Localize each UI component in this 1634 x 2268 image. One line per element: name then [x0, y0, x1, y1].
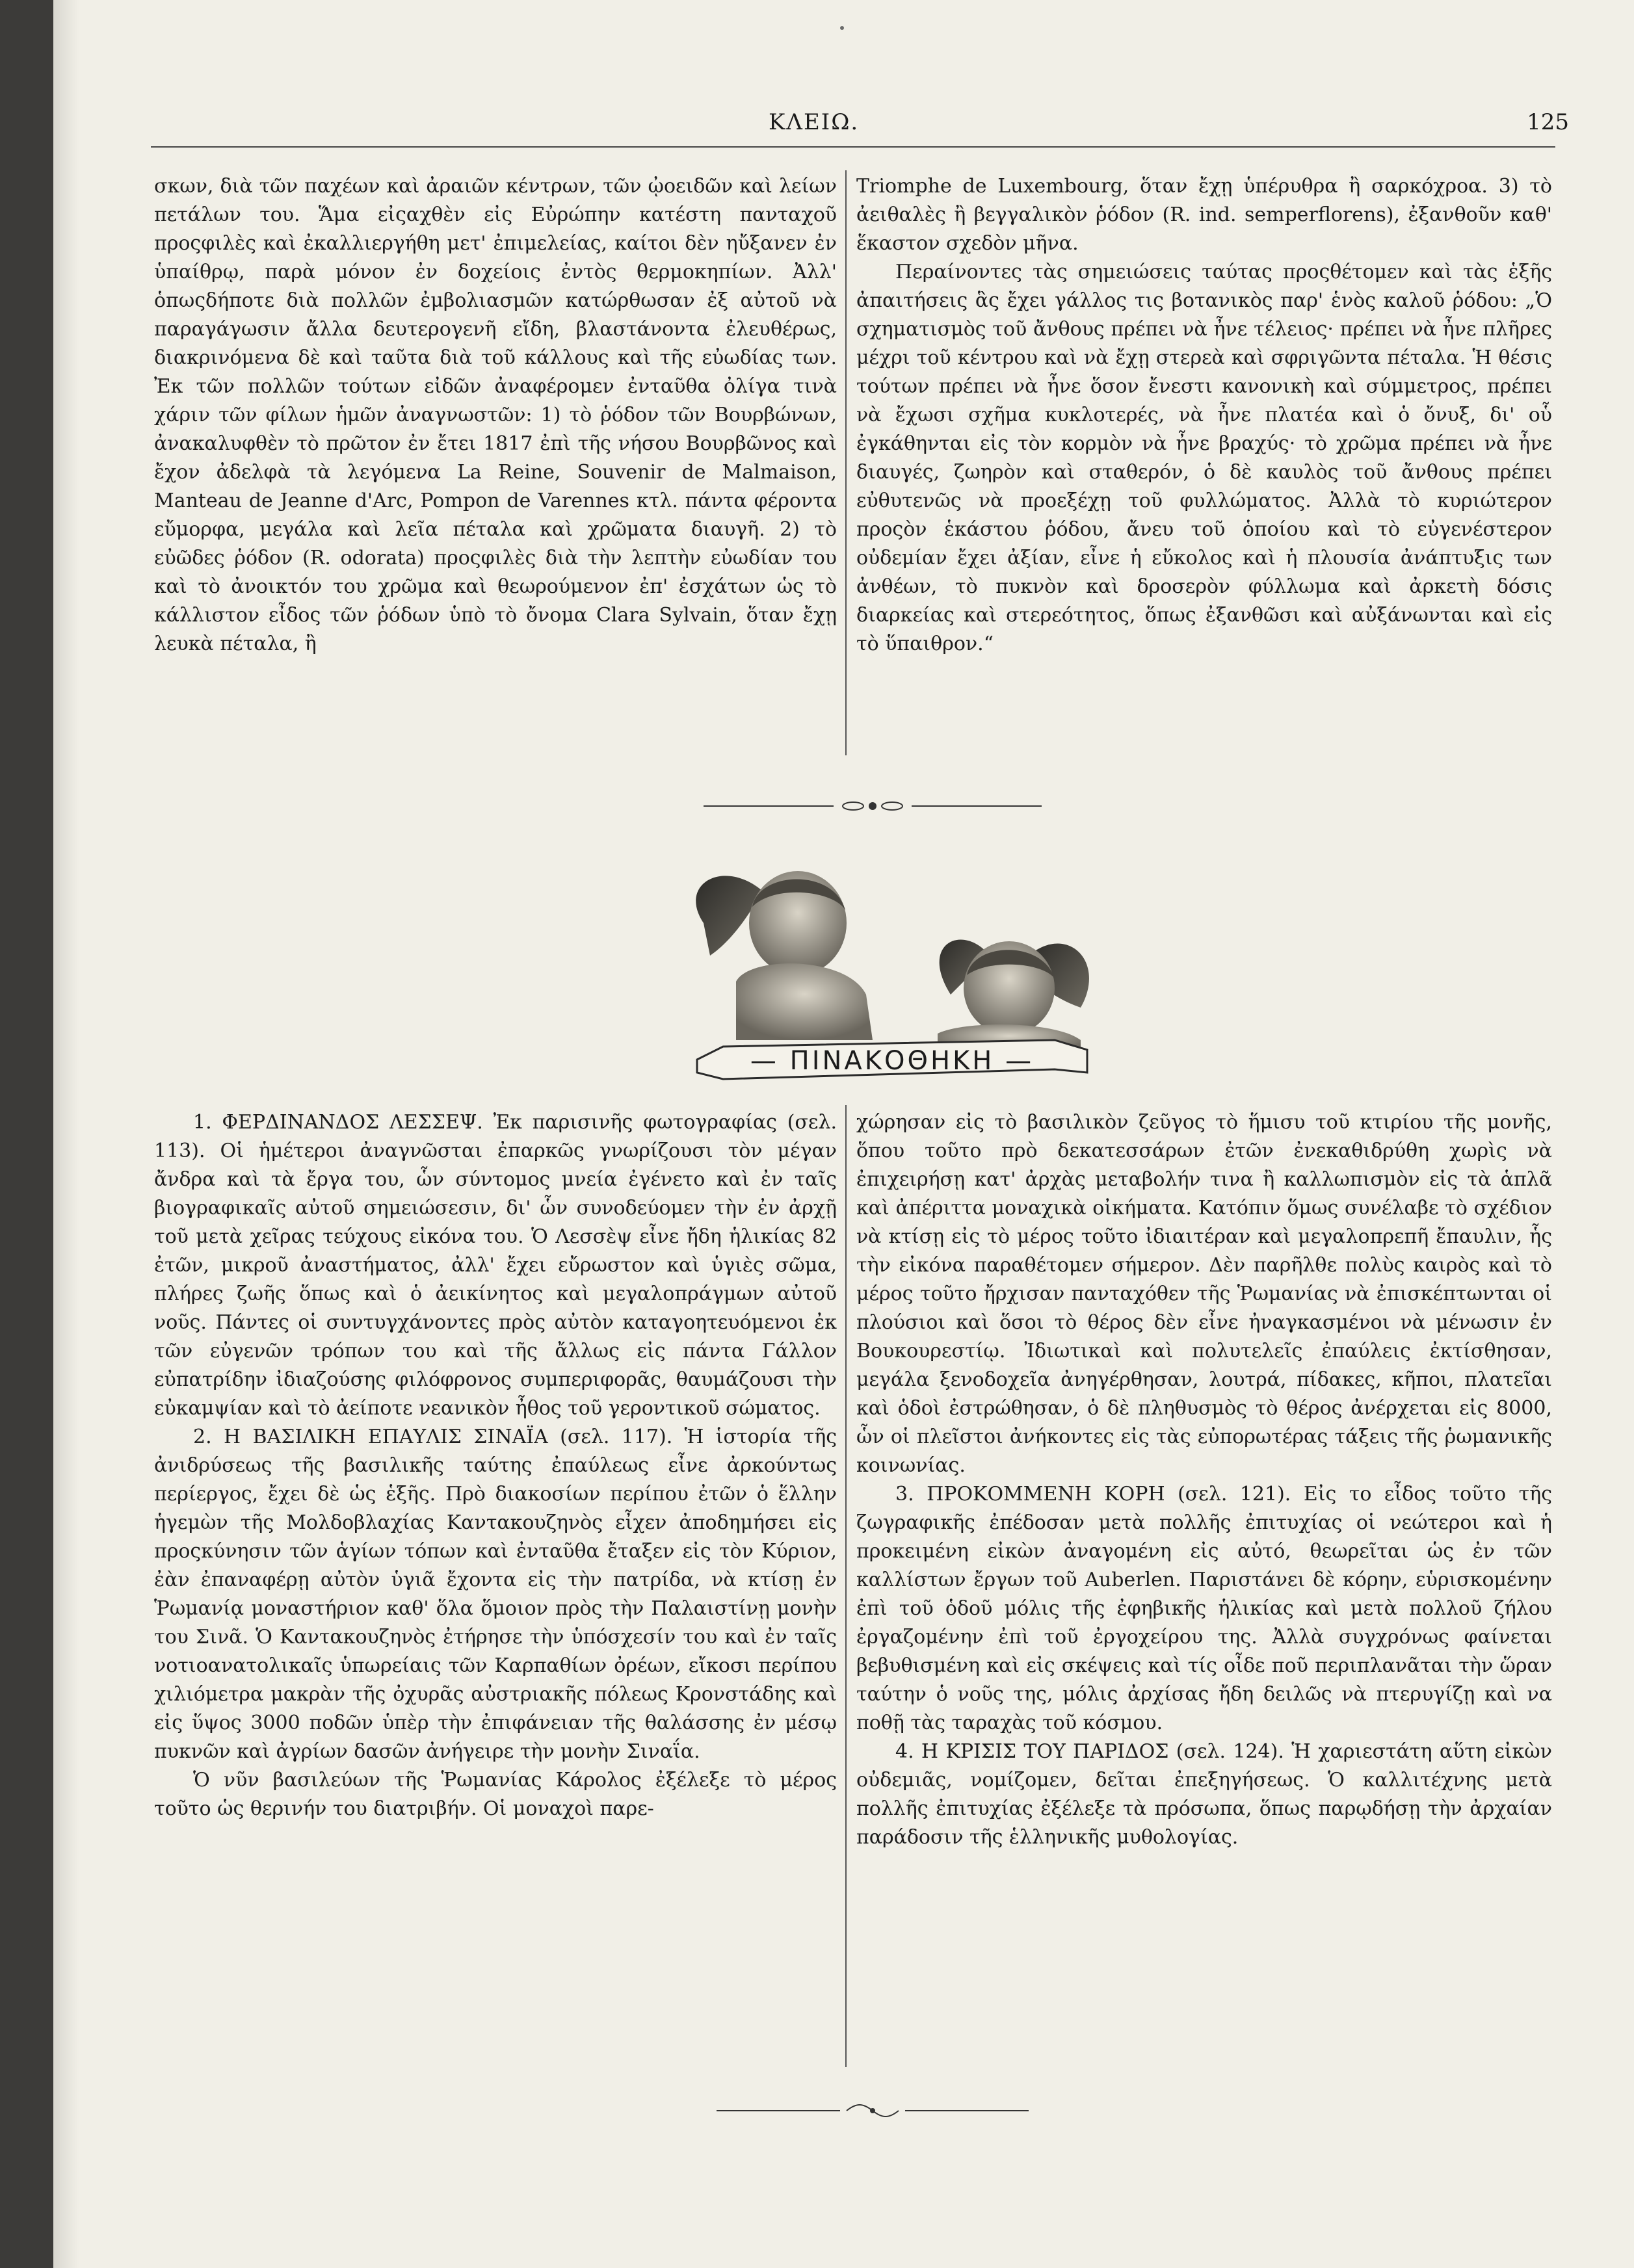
- section-divider-ornament: [704, 800, 1042, 813]
- page-number: 125: [1527, 109, 1569, 135]
- page-header: [53, 98, 1634, 143]
- bottom-right-column: [856, 1108, 1552, 1852]
- cherubs-engraving: [639, 845, 1107, 1105]
- bottom-left-column: [154, 1108, 837, 1823]
- running-head: ΚΛΕΙΩ.: [769, 109, 860, 135]
- paragraph: Περαίνοντες τὰς σημειώσεις ταύτας προςθέτομεν καὶ τὰς ἑξῆς ἀπαιτήσεις ἃς ἔχει γάλλος τις βοτανικὸς παρ' ἑνὸς καλοῦ ῥόδου: „Ὁ σχηματισμὸς τοῦ ἄνθους πρέπει νὰ ἦνε τέλειος· πρέπει νὰ ἦνε πλῆρες μέχρι τοῦ κέντρου καὶ νὰ ἔχῃ στερεὰ καὶ σφριγῶντα πέταλα. Ἡ θέσις τούτων πρέπει νὰ ἦνε ὅσον ἔνεστι κανονικὴ καὶ σύμμετρος, πρέπει νὰ ἔχωσι σχῆμα κυκλοτερές, νὰ ἦνε πλατέα καὶ ὁ ὄνυξ, δι' οὗ ἐγκάθηνται εἰς τὸν κορμὸν νὰ ἦνε βραχύς· τὸ χρῶμα πρέπει νὰ ἦνε διαυγές, ζωηρὸν καὶ σταθερόν, ὁ δὲ καυλὸς τοῦ ἄνθους πρέπει εὐθυτενῶς νὰ προεξέχῃ τοῦ φυλλώματος. Ἀλλὰ τὸ κυριώτερον προςὸν ἑκάστου ῥόδου, ἄνευ τοῦ ὁποίου καὶ τὸ εὐγενέστερον οὐδεμίαν ἔχει ἀξίαν, εἶνε ἡ εὔκολος καὶ ἡ πλουσία ἀνάπτυξις των ἀνθέων, τὸ πυκνὸν καὶ δροσερὸν φύλλωμα καὶ ἀρκετὴ δόσις διαρκείας καὶ στερεότητος, ὅπως ἐξανθῶσι καὶ αὐξάνωνται καὶ εἰς τὸ ὕπαιθρον.“: [856, 261, 1552, 655]
- section-banner-title: — ΠΙΝΑΚΟΘΗΚΗ —: [750, 1046, 1034, 1076]
- column-rule: [845, 170, 847, 755]
- paragraph: Triomphe de Luxembourg, ὅταν ἔχῃ ὑπέρυθρα ἢ σαρκόχροα. 3) τὸ ἀειθαλὲς ἢ βεγγαλικὸν ῥόδον (R. ind. semperflorens), ἐξανθοῦν καθ' ἕκαστον σχεδὸν μῆνα.: [856, 175, 1552, 255]
- gallery-entry-2: 2. Η ΒΑΣΙΛΙΚΗ ΕΠΑΥΛΙΣ ΣΙΝΑΪΑ (σελ. 117). Ἡ ἱστορία τῆς ἀνιδρύσεως τῆς βασιλικῆς ταύτης ἐπαύλεως εἶνε ἀρκούντως περίεργος, ἔχει δὲ ὡς ἑξῆς. Πρὸ διακοσίων περίπου ἐτῶν ὁ ἕλλην ἡγεμὼν τῆς Μολδοβλαχίας Καντακουζηνὸς εἶχεν ἀποδημήσει εἰς προςκύνησιν τῶν ἁγίων τόπων καὶ ἐνταῦθα ἔταξεν εἰς τὸν Κύριον, ἐὰν ἐπαναφέρῃ αὐτὸν ὑγιᾶ ἔχοντα εἰς τὴν πατρίδα, νὰ κτίσῃ ἐν Ῥωμανίᾳ μοναστήριον καθ' ὅλα ὅμοιον πρὸς τὴν Παλαιστίνῃ μονὴν του Σινᾶ. Ὁ Καντακουζηνὸς ἐτήρησε τὴν ὑπόσχεσίν του καὶ ἐν ταῖς νοτιοανατολικαῖς ὑπωρείαις τῶν Καρπαθίων ὀρέων, εἴκοσι περίπου χιλιόμετρα μακρὰν τῆς ὀχυρᾶς αὐστριακῆς πόλεως Κρονστάδης καὶ εἰς ὕψος 3000 ποδῶν ὑπὲρ τὴν ἐπιφάνειαν τῆς θαλάσσης ἐν μέσῳ πυκνῶν καὶ ἀγρίων δασῶν ἀνήγειρε τὴν μονὴν Σιναΐα.: [154, 1426, 837, 1763]
- scanned-page: [53, 0, 1634, 2268]
- paper-speck: [840, 26, 844, 30]
- paragraph: σκων, διὰ τῶν παχέων καὶ ἀραιῶν κέντρων, τῶν ᾠοειδῶν καὶ λείων πετάλων του. Ἅμα εἰςαχθὲν εἰς Εὐρώπην κατέστη πανταχοῦ προςφιλὲς καὶ ἐκαλλιεργήθη μετ' ἐπιμελείας, καίτοι δὲν ηὔξανεν ἐν ὑπαίθρῳ, παρὰ μόνον ἐν δοχείοις ἐντὸς θερμοκηπίων. Ἀλλ' ὁπωςδήποτε διὰ πολλῶν ἐμβολιασμῶν κατώρθωσαν ἐξ αὐτοῦ νὰ παραγάγωσιν ἄλλα δευτερογενῆ εἴδη, βλαστάνοντα ἐλευθέρως, διακρινόμενα δὲ καὶ ταῦτα διὰ τοῦ κάλλους καὶ τῆς εὐωδίας των. Ἐκ τῶν πολλῶν τούτων εἰδῶν ἀναφέρομεν ἐνταῦθα ὀλίγα τινὰ χάριν τῶν φίλων ἡμῶν ἀναγνωστῶν: 1) τὸ ῥόδον τῶν Βουρβώνων, ἀνακαλυφθὲν τὸ πρῶτον ἐν ἔτει 1817 ἐπὶ τῆς νήσου Βουρβῶνος καὶ ἔχον ἀδελφὰ τὰ λεγόμενα La Reine, Souvenir de Malmaison, Manteau de Jeanne d'Arc, Pompon de Varennes κτλ. πάντα φέροντα εὔμορφα, μεγάλα καὶ λεῖα πέταλα καὶ χρῶματα διαυγῆ. 2) τὸ εὐῶδες ῥόδον (R. odorata) προςφιλὲς διὰ τὴν λεπτὴν εὐωδίαν του καὶ τὸ ἀνοικτόν του χρῶμα καὶ θεωρούμενον ἐπ' ἐσχάτων ὡς τὸ κάλλιστον εἶδος τῶν ῥόδων ὑπὸ τὸ ὄνομα Clara Sylvain, ὅταν ἔχῃ λευκὰ πέταλα, ἢ: [154, 175, 837, 655]
- gallery-entry-3: 3. ΠΡΟΚΟΜΜΕΝΗ ΚΟΡΗ (σελ. 121). Εἰς το εἶδος τοῦτο τῆς ζωγραφικῆς ἐπέδοσαν μετὰ πολλῆς ἐπιτυχίας οἱ νεώτεροι καὶ ἡ προκειμένη εἰκὼν ἀναγομένη εἰς αὐτό, θεωρεῖται ὡς ἐν τῶν καλλίστων ἔργων τοῦ Auberlen. Παριστάνει δὲ κόρην, εὑρισκομένην ἐπὶ τοῦ ὁδοῦ μόλις τῆς ἐφηβικῆς ἡλικίας καὶ μετὰ πολλοῦ ζήλου ἐργαζομένην ἐπὶ τοῦ ἐργοχείρου της. Ἀλλὰ συγχρόνως φαίνεται βεβυθισμένη καὶ εἰς σκέψεις καὶ τίς οἶδε ποῦ περιπλανᾶται τὴν ὥραν ταύτην ὁ νοῦς της, μόλις ἀρχίσας ἤδη δειλῶς νὰ πτερυγίζῃ καὶ να ποθῇ τὰς ταραχὰς τοῦ κόσμου.: [856, 1483, 1552, 1734]
- paragraph: Ὁ νῦν βασιλεύων τῆς Ῥωμανίας Κάρολος ἐξέλεξε τὸ μέρος τοῦτο ὡς θερινήν του διατριβήν. Οἱ μοναχοὶ παρε-: [154, 1769, 837, 1820]
- tail-ornament: [717, 2103, 1029, 2118]
- top-right-column: [856, 172, 1552, 658]
- gallery-entry-1: 1. ΦΕΡΔΙΝΑΝΔΟΣ ΛΕΣΣΕΨ. Ἐκ παρισινῆς φωτογραφίας (σελ. 113). Οἱ ἡμέτεροι ἀναγνῶσται ἐπαρκῶς γνωρίζουσι τὸν μέγαν ἄνδρα καὶ τὰ ἔργα του, ὧν σύντομος μνεία ἐγένετο καὶ ἐν ταῖς βιογραφικαῖς αὐτοῦ σημειώσεσιν, δι' ὧν συνοδεύομεν τὴν ἐν ἀρχῇ τοῦ μετὰ χεῖρας τεύχους εἰκόνα του. Ὁ Λεσσὲψ εἶνε ἤδη ἡλικίας 82 ἐτῶν, μικροῦ ἀναστήματος, ἀλλ' ἔχει εὔρωστον καὶ ὑγιὲς σῶμα, πλήρες ζωῆς ὅπως καὶ ὁ ἀεικίνητος καὶ μεγαλοπράγμων αὐτοῦ νοῦς. Πάντες οἱ συντυγχάνοντες πρὸς αὐτὸν καταγοητευόμενοι ἐκ τῶν εὐγενῶν τρόπων του καὶ τῆς ἄλλως εἰς πάντα Γάλλον εὐπατρίδην ἰδιαζούσης φιλόφρονος συμπεριφορᾶς, θαυμάζουσι τὴν εὐκαμψίαν καὶ τὸ ἀείποτε νεανικὸν ἦθος τοῦ γεροντικοῦ σώματος.: [154, 1111, 837, 1420]
- cherubs-illustration: [639, 845, 1107, 1105]
- gallery-entry-4: 4. Η ΚΡΙΣΙΣ ΤΟΥ ΠΑΡΙΔΟΣ (σελ. 124). Ἡ χαριεστάτη αὕτη εἰκὼν οὐδεμιᾶς, νομίζομεν, δεῖται ἐπεξηγήσεως. Ὁ καλλιτέχνης μετὰ πολλῆς ἐπιτυχίας ἐξέλεξε τὰ πρόσωπα, ὅπως παρῳδήσῃ τὴν ἀρχαίαν παράδοσιν τῆς ἑλληνικῆς μυθολογίας.: [856, 1740, 1552, 1849]
- top-left-column: [154, 172, 837, 658]
- column-rule: [845, 1105, 847, 2067]
- header-rule: [151, 146, 1555, 148]
- paragraph: χώρησαν εἰς τὸ βασιλικὸν ζεῦγος τὸ ἥμισυ τοῦ κτιρίου τῆς μονῆς, ὅπου τοῦτο πρὸ δεκατεσσάρων ἐτῶν ἐνεκαθιδρύθη χωρὶς νὰ ἐπιχειρήσῃ κατ' ἀρχὰς μεταβολήν τινα ἢ καλλωπισμὸν εἰς τὰ ἁπλᾶ καὶ ἀπέριττα μοναχικὰ οἰκήματα. Κατόπιν ὅμως συνέλαβε τὸ σχέδιον νὰ κτίσῃ εἰς τὸ μέρος τοῦτο ἰδιαιτέραν καὶ μεγαλοπρεπῆ ἔπαυλιν, ἧς τὴν εἰκόνα παραθέτομεν σήμερον. Δὲν παρῆλθε πολὺς καιρὸς καὶ τὸ μέρος τοῦτο ἤρχισαν πανταχόθεν τῆς Ῥωμανίας νὰ ἐπισκέπτωνται οἱ πλούσιοι καὶ ὅσοι τὸ θέρος δὲν εἶνε ἠναγκασμένοι νὰ μένωσιν ἐν Βουκουρεστίῳ. Ἰδιωτικαὶ καὶ πολυτελεῖς ἐπαύλεις ἐκτίσθησαν, μεγάλα ξενοδοχεῖα ἀνηγέρθησαν, λουτρά, πίδακες, κῆποι, πλατεῖαι καὶ ὁδοὶ ἐστρώθησαν, ὁ δὲ πληθυσμὸς τὸ θέρος ἀνέρχεται εἰς 8000, ὧν οἱ πλεῖστοι ἀνήκοντες εἰς τὰς εὐπορωτέρας τάξεις τῆς ῥωμανικῆς κοινωνίας.: [856, 1111, 1552, 1477]
